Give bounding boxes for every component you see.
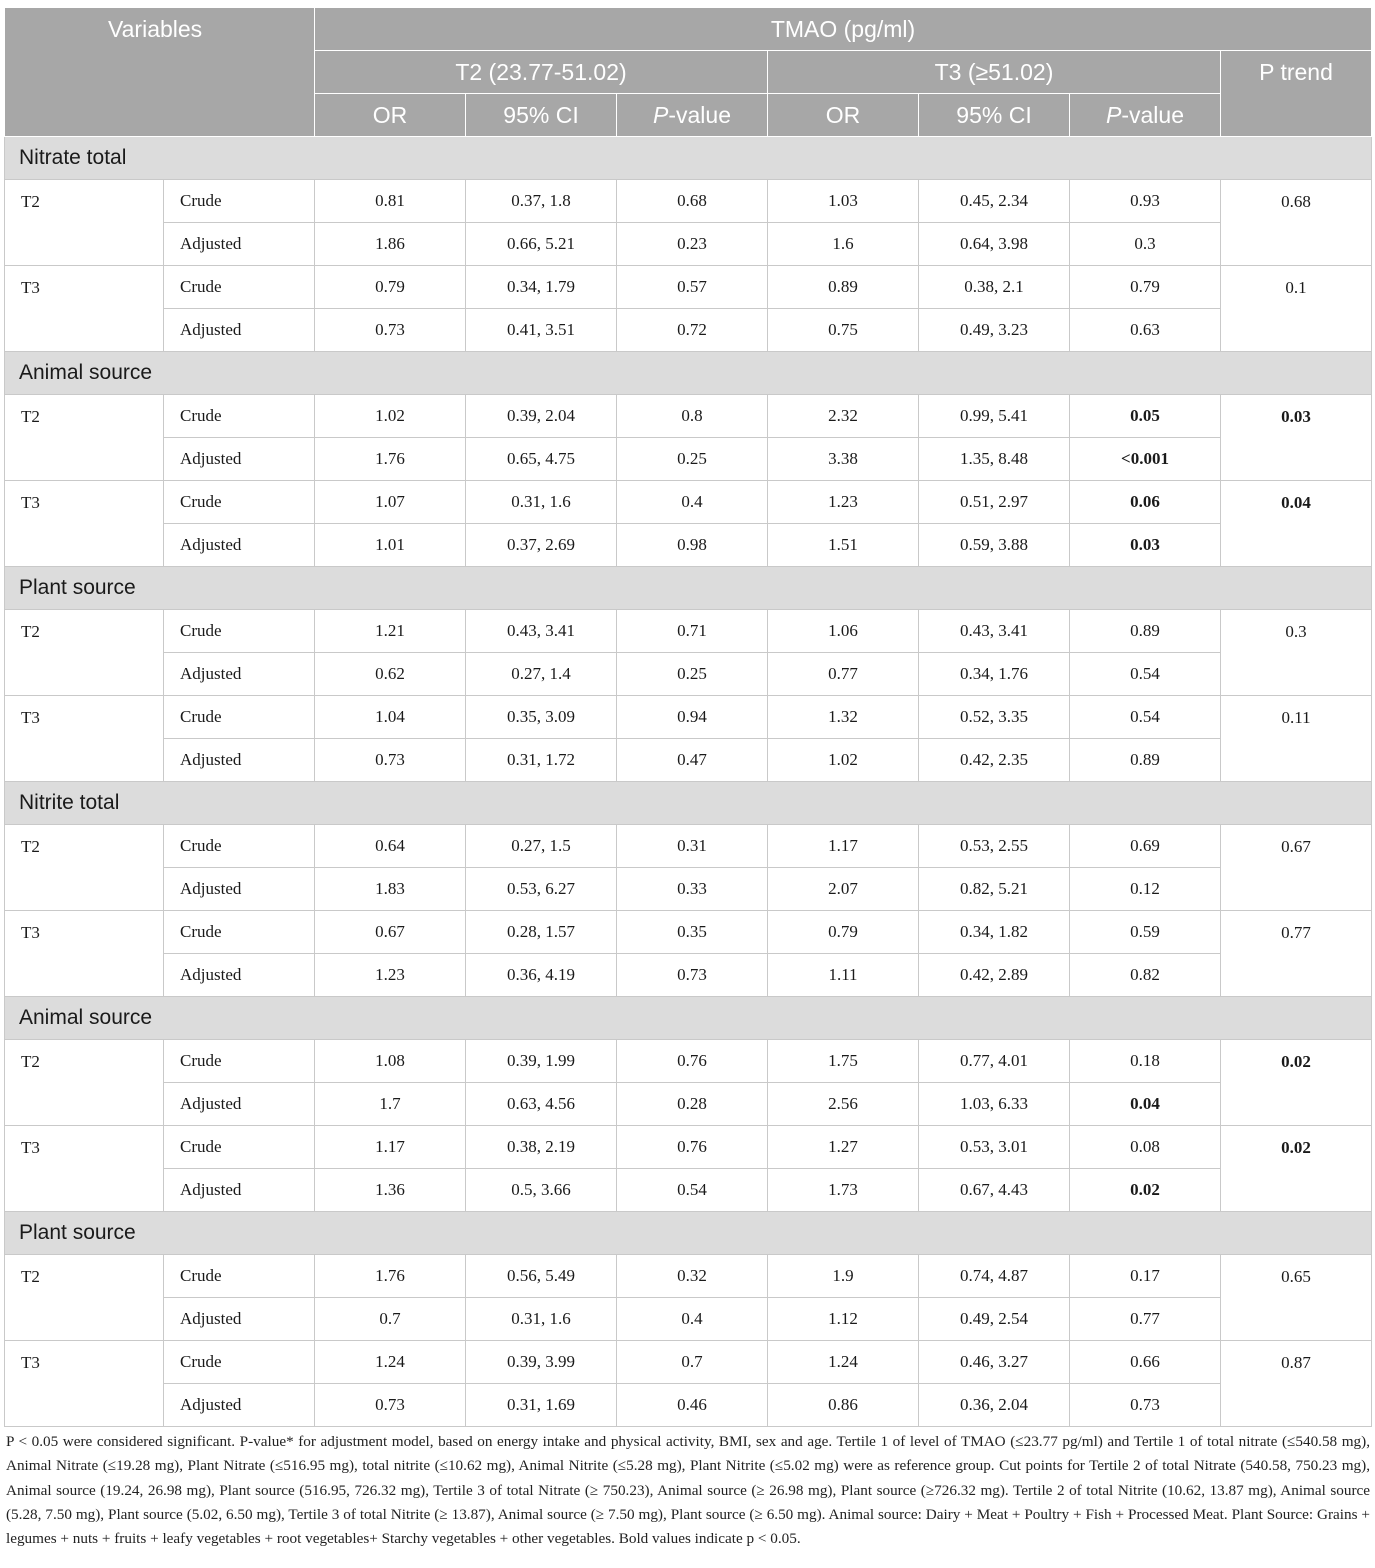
section-title: Plant source [5, 567, 1372, 610]
t3-ci-header: 95% CI [919, 94, 1070, 137]
t3-p-cell: <0.001 [1070, 438, 1221, 481]
section-title: Animal source [5, 997, 1372, 1040]
t3-p-cell: 0.69 [1070, 825, 1221, 868]
t2-ci-cell: 0.31, 1.69 [466, 1384, 617, 1427]
tmao-t3-header: T3 (≥51.02) [768, 51, 1221, 94]
t2-ci-cell: 0.28, 1.57 [466, 911, 617, 954]
p-trend-cell: 0.68 [1221, 180, 1372, 266]
t2-ci-cell: 0.35, 3.09 [466, 696, 617, 739]
model-label: Adjusted [164, 223, 315, 266]
t3-or-cell: 1.06 [768, 610, 919, 653]
p-trend-cell: 0.65 [1221, 1255, 1372, 1341]
model-label: Adjusted [164, 1083, 315, 1126]
model-label: Adjusted [164, 954, 315, 997]
t3-ci-cell: 0.36, 2.04 [919, 1384, 1070, 1427]
t3-ci-cell: 0.49, 3.23 [919, 309, 1070, 352]
table-row [5, 180, 1372, 223]
table-row [5, 911, 1372, 954]
t3-or-cell: 1.12 [768, 1298, 919, 1341]
t2-p-cell: 0.7 [617, 1341, 768, 1384]
t3-ci-cell: 0.51, 2.97 [919, 481, 1070, 524]
t2-p-cell: 0.98 [617, 524, 768, 567]
t2-or-cell: 0.73 [315, 1384, 466, 1427]
model-label: Crude [164, 1255, 315, 1298]
t2-p-cell: 0.76 [617, 1040, 768, 1083]
t3-ci-cell: 0.59, 3.88 [919, 524, 1070, 567]
t2-p-cell: 0.47 [617, 739, 768, 782]
t2-ci-cell: 0.37, 2.69 [466, 524, 617, 567]
t2-p-cell: 0.94 [617, 696, 768, 739]
t2-ci-cell: 0.31, 1.6 [466, 481, 617, 524]
t3-p-cell: 0.54 [1070, 696, 1221, 739]
model-label: Adjusted [164, 438, 315, 481]
section-title: Plant source [5, 1212, 1372, 1255]
t3-or-cell: 1.23 [768, 481, 919, 524]
t3-p-cell: 0.02 [1070, 1169, 1221, 1212]
t2-ci-cell: 0.31, 1.72 [466, 739, 617, 782]
t3-ci-cell: 0.34, 1.76 [919, 653, 1070, 696]
t2-or-cell: 1.7 [315, 1083, 466, 1126]
variables-header: Variables [5, 8, 315, 137]
t2-ci-cell: 0.56, 5.49 [466, 1255, 617, 1298]
t2-or-cell: 0.81 [315, 180, 466, 223]
t2-p-cell: 0.8 [617, 395, 768, 438]
model-label: Adjusted [164, 309, 315, 352]
model-label: Adjusted [164, 868, 315, 911]
t2-or-cell: 0.73 [315, 739, 466, 782]
model-label: Crude [164, 1040, 315, 1083]
t3-or-cell: 0.86 [768, 1384, 919, 1427]
p-trend-cell: 0.67 [1221, 825, 1372, 911]
t3-ci-cell: 0.45, 2.34 [919, 180, 1070, 223]
section-title: Animal source [5, 352, 1372, 395]
p-trend-cell: 0.3 [1221, 610, 1372, 696]
model-label: Crude [164, 696, 315, 739]
t2-or-cell: 1.17 [315, 1126, 466, 1169]
table-row [5, 653, 1372, 696]
t3-p-cell: 0.04 [1070, 1083, 1221, 1126]
t3-or-cell: 0.75 [768, 309, 919, 352]
t3-or-cell: 1.9 [768, 1255, 919, 1298]
t3-p-cell: 0.93 [1070, 180, 1221, 223]
t3-or-cell: 3.38 [768, 438, 919, 481]
model-label: Adjusted [164, 524, 315, 567]
t3-ci-cell: 0.74, 4.87 [919, 1255, 1070, 1298]
tertile-label: T2 [5, 395, 164, 481]
t2-or-cell: 1.36 [315, 1169, 466, 1212]
t2-or-cell: 1.07 [315, 481, 466, 524]
t3-ci-cell: 0.42, 2.35 [919, 739, 1070, 782]
t2-or-cell: 1.04 [315, 696, 466, 739]
t3-or-cell: 1.02 [768, 739, 919, 782]
t2-p-cell: 0.73 [617, 954, 768, 997]
section-header-row [5, 137, 1372, 180]
t2-p-cell: 0.46 [617, 1384, 768, 1427]
t2-or-cell: 1.83 [315, 868, 466, 911]
t2-ci-cell: 0.5, 3.66 [466, 1169, 617, 1212]
t3-ci-cell: 0.34, 1.82 [919, 911, 1070, 954]
p-trend-cell: 0.1 [1221, 266, 1372, 352]
t3-p-cell: 0.03 [1070, 524, 1221, 567]
section-header-row [5, 567, 1372, 610]
table-row [5, 524, 1372, 567]
section-header-row [5, 1212, 1372, 1255]
model-label: Crude [164, 180, 315, 223]
t2-or-cell: 1.76 [315, 1255, 466, 1298]
t3-ci-cell: 0.43, 3.41 [919, 610, 1070, 653]
t2-ci-cell: 0.31, 1.6 [466, 1298, 617, 1341]
t2-or-header: OR [315, 94, 466, 137]
model-label: Adjusted [164, 1384, 315, 1427]
t3-or-cell: 1.6 [768, 223, 919, 266]
t3-or-cell: 1.11 [768, 954, 919, 997]
t3-p-cell: 0.17 [1070, 1255, 1221, 1298]
table-row [5, 696, 1372, 739]
t2-p-cell: 0.35 [617, 911, 768, 954]
model-label: Crude [164, 825, 315, 868]
t2-ci-cell: 0.53, 6.27 [466, 868, 617, 911]
table-row [5, 825, 1372, 868]
t2-or-cell: 1.76 [315, 438, 466, 481]
t2-ci-cell: 0.66, 5.21 [466, 223, 617, 266]
t2-or-cell: 0.73 [315, 309, 466, 352]
t3-ci-cell: 0.52, 3.35 [919, 696, 1070, 739]
t3-or-header: OR [768, 94, 919, 137]
p-suffix: -value [1121, 101, 1184, 128]
t3-ci-cell: 0.53, 3.01 [919, 1126, 1070, 1169]
section-header-row [5, 782, 1372, 825]
table-row [5, 1384, 1372, 1427]
p-trend-cell: 0.02 [1221, 1040, 1372, 1126]
table-container [4, 7, 1370, 1551]
section-title: Nitrite total [5, 782, 1372, 825]
t3-or-cell: 0.89 [768, 266, 919, 309]
t3-p-cell: 0.79 [1070, 266, 1221, 309]
t2-or-cell: 0.79 [315, 266, 466, 309]
model-label: Adjusted [164, 739, 315, 782]
p-trend-header: P trend [1221, 51, 1372, 137]
t2-or-cell: 0.64 [315, 825, 466, 868]
t3-p-header [1070, 94, 1221, 137]
tmao-t2-header: T2 (23.77-51.02) [315, 51, 768, 94]
t2-or-cell: 1.08 [315, 1040, 466, 1083]
t2-or-cell: 1.02 [315, 395, 466, 438]
p-trend-cell: 0.03 [1221, 395, 1372, 481]
t3-p-cell: 0.63 [1070, 309, 1221, 352]
tertile-label: T3 [5, 266, 164, 352]
t3-ci-cell: 0.99, 5.41 [919, 395, 1070, 438]
t2-ci-header: 95% CI [466, 94, 617, 137]
t3-ci-cell: 0.82, 5.21 [919, 868, 1070, 911]
tertile-label: T2 [5, 1040, 164, 1126]
t2-p-cell: 0.4 [617, 1298, 768, 1341]
t3-or-cell: 1.32 [768, 696, 919, 739]
model-label: Crude [164, 911, 315, 954]
t3-p-cell: 0.3 [1070, 223, 1221, 266]
t3-or-cell: 0.77 [768, 653, 919, 696]
p-italic: P [1106, 101, 1122, 128]
section-header-row [5, 352, 1372, 395]
t3-p-cell: 0.66 [1070, 1341, 1221, 1384]
t3-ci-cell: 0.49, 2.54 [919, 1298, 1070, 1341]
model-label: Adjusted [164, 1298, 315, 1341]
model-label: Crude [164, 610, 315, 653]
t2-or-cell: 1.23 [315, 954, 466, 997]
t2-ci-cell: 0.43, 3.41 [466, 610, 617, 653]
t2-p-cell: 0.4 [617, 481, 768, 524]
tertile-label: T3 [5, 1341, 164, 1427]
p-italic: P [653, 101, 669, 128]
p-trend-cell: 0.11 [1221, 696, 1372, 782]
t2-p-cell: 0.54 [617, 1169, 768, 1212]
t3-or-cell: 2.07 [768, 868, 919, 911]
t2-ci-cell: 0.63, 4.56 [466, 1083, 617, 1126]
t3-or-cell: 2.32 [768, 395, 919, 438]
t2-ci-cell: 0.37, 1.8 [466, 180, 617, 223]
model-label: Adjusted [164, 653, 315, 696]
t3-or-cell: 1.51 [768, 524, 919, 567]
t2-or-cell: 0.7 [315, 1298, 466, 1341]
t2-or-cell: 1.01 [315, 524, 466, 567]
t3-p-cell: 0.82 [1070, 954, 1221, 997]
t2-ci-cell: 0.27, 1.5 [466, 825, 617, 868]
footnote: P < 0.05 were considered significant. P-value* for adjustment model, based on energy intake and physical activity, BMI, sex and age. Tertile 1 of level of TMAO (≤23.77 pg/ml) and Tertile 1 of total nitrate (≤540.58 mg), Animal Nitrate (≤19.28 mg), Plant Nitrate (≤516.95 mg), total nitrite (≤10.62 mg), Animal Nitrite (≤5.28 mg), Plant Nitrite (≤5.02 mg) were as reference group. Cut points for Tertile 2 of total Nitrate (540.58, 750.23 mg), Animal source (19.24, 26.98 mg), Plant source (516.95, 726.32 mg), Tertile 3 of total Nitrate (≥ 750.23), Animal source (≥ 26.98 mg), Plant source (≥726.32 mg). Tertile 2 of total Nitrite (10.62, 13.87 mg), Animal source (5.28, 7.50 mg), Plant source (5.02, 6.50 mg), Tertile 3 of total Nitrite (≥ 13.87), Animal source (≥ 7.50 mg), Plant source (≥ 6.50 mg). Animal source: Dairy + Meat + Poultry + Fish + Processed Meat. Plant Source: Grains + legumes + nuts + fruits + leafy vegetables + root vegetables+ Starchy vegetables + other vegetables. Bold values indicate p < 0.05. [6, 1433, 1370, 1548]
t2-ci-cell: 0.39, 2.04 [466, 395, 617, 438]
t3-ci-cell: 0.42, 2.89 [919, 954, 1070, 997]
t2-or-cell: 1.24 [315, 1341, 466, 1384]
table-row [5, 1169, 1372, 1212]
t3-ci-cell: 1.03, 6.33 [919, 1083, 1070, 1126]
tertile-label: T2 [5, 825, 164, 911]
tertile-label: T2 [5, 180, 164, 266]
t2-p-cell: 0.32 [617, 1255, 768, 1298]
section-title: Nitrate total [5, 137, 1372, 180]
results-table [4, 7, 1372, 1427]
t2-ci-cell: 0.36, 4.19 [466, 954, 617, 997]
t3-p-cell: 0.08 [1070, 1126, 1221, 1169]
t3-or-cell: 0.79 [768, 911, 919, 954]
table-row [5, 1341, 1372, 1384]
table-body [5, 137, 1372, 1427]
t2-p-cell: 0.25 [617, 438, 768, 481]
p-trend-cell: 0.02 [1221, 1126, 1372, 1212]
table-row [5, 739, 1372, 782]
tertile-label: T2 [5, 1255, 164, 1341]
tertile-label: T3 [5, 481, 164, 567]
p-trend-cell: 0.87 [1221, 1341, 1372, 1427]
t3-or-cell: 1.73 [768, 1169, 919, 1212]
table-row [5, 481, 1372, 524]
model-label: Crude [164, 481, 315, 524]
t2-ci-cell: 0.39, 3.99 [466, 1341, 617, 1384]
t2-p-cell: 0.28 [617, 1083, 768, 1126]
p-trend-cell: 0.04 [1221, 481, 1372, 567]
table-header [5, 8, 1372, 137]
t2-or-cell: 0.67 [315, 911, 466, 954]
section-header-row [5, 997, 1372, 1040]
t2-p-cell: 0.71 [617, 610, 768, 653]
t2-ci-cell: 0.39, 1.99 [466, 1040, 617, 1083]
model-label: Crude [164, 395, 315, 438]
t2-ci-cell: 0.34, 1.79 [466, 266, 617, 309]
t2-ci-cell: 0.65, 4.75 [466, 438, 617, 481]
t2-ci-cell: 0.41, 3.51 [466, 309, 617, 352]
t3-ci-cell: 0.77, 4.01 [919, 1040, 1070, 1083]
tertile-label: T2 [5, 610, 164, 696]
t3-p-cell: 0.73 [1070, 1384, 1221, 1427]
t2-or-cell: 0.62 [315, 653, 466, 696]
t3-p-cell: 0.77 [1070, 1298, 1221, 1341]
table-row [5, 266, 1372, 309]
t2-p-cell: 0.68 [617, 180, 768, 223]
t2-p-cell: 0.76 [617, 1126, 768, 1169]
tertile-label: T3 [5, 696, 164, 782]
t2-or-cell: 1.86 [315, 223, 466, 266]
t2-p-cell: 0.57 [617, 266, 768, 309]
t3-or-cell: 1.03 [768, 180, 919, 223]
table-row [5, 1298, 1372, 1341]
t3-ci-cell: 0.53, 2.55 [919, 825, 1070, 868]
table-row [5, 1040, 1372, 1083]
tmao-header: TMAO (pg/ml) [315, 8, 1372, 51]
t3-ci-cell: 0.67, 4.43 [919, 1169, 1070, 1212]
t2-p-cell: 0.33 [617, 868, 768, 911]
table-row [5, 395, 1372, 438]
t3-p-cell: 0.05 [1070, 395, 1221, 438]
t3-ci-cell: 0.64, 3.98 [919, 223, 1070, 266]
t3-p-cell: 0.59 [1070, 911, 1221, 954]
p-trend-cell: 0.77 [1221, 911, 1372, 997]
model-label: Adjusted [164, 1169, 315, 1212]
t3-p-cell: 0.89 [1070, 739, 1221, 782]
t3-p-cell: 0.89 [1070, 610, 1221, 653]
t3-or-cell: 1.75 [768, 1040, 919, 1083]
t3-p-cell: 0.06 [1070, 481, 1221, 524]
table-row [5, 438, 1372, 481]
t3-p-cell: 0.54 [1070, 653, 1221, 696]
table-row [5, 1126, 1372, 1169]
t2-p-cell: 0.31 [617, 825, 768, 868]
p-suffix: -value [668, 101, 731, 128]
model-label: Crude [164, 1341, 315, 1384]
t2-p-cell: 0.25 [617, 653, 768, 696]
model-label: Crude [164, 266, 315, 309]
model-label: Crude [164, 1126, 315, 1169]
table-row [5, 868, 1372, 911]
t3-ci-cell: 1.35, 8.48 [919, 438, 1070, 481]
t3-ci-cell: 0.46, 3.27 [919, 1341, 1070, 1384]
t2-ci-cell: 0.38, 2.19 [466, 1126, 617, 1169]
table-row [5, 223, 1372, 266]
table-row [5, 309, 1372, 352]
t3-or-cell: 1.17 [768, 825, 919, 868]
t2-p-header [617, 94, 768, 137]
t3-p-cell: 0.12 [1070, 868, 1221, 911]
table-row [5, 610, 1372, 653]
tertile-label: T3 [5, 1126, 164, 1212]
t2-p-cell: 0.72 [617, 309, 768, 352]
table-row [5, 954, 1372, 997]
t3-or-cell: 1.27 [768, 1126, 919, 1169]
table-row [5, 1255, 1372, 1298]
t2-ci-cell: 0.27, 1.4 [466, 653, 617, 696]
table-row [5, 1083, 1372, 1126]
t3-ci-cell: 0.38, 2.1 [919, 266, 1070, 309]
t3-or-cell: 1.24 [768, 1341, 919, 1384]
t2-or-cell: 1.21 [315, 610, 466, 653]
t2-p-cell: 0.23 [617, 223, 768, 266]
tertile-label: T3 [5, 911, 164, 997]
t3-p-cell: 0.18 [1070, 1040, 1221, 1083]
t3-or-cell: 2.56 [768, 1083, 919, 1126]
